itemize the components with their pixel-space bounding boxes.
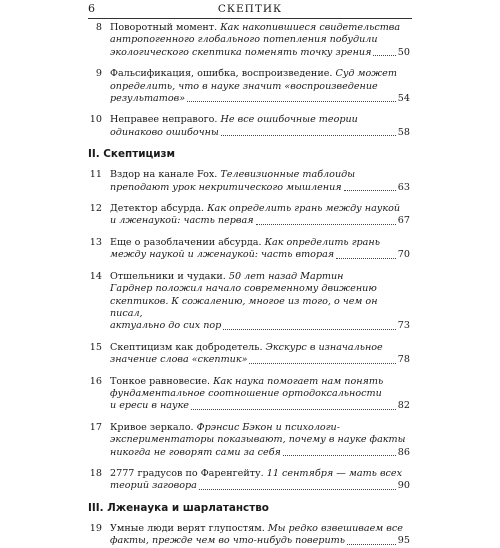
- dot-leader: [347, 544, 396, 545]
- chapter-title: Тонкое равновесие.: [110, 375, 214, 387]
- section-heading: II. Скептицизм: [88, 148, 176, 161]
- entry-line-text: [110, 535, 345, 547]
- chapter-description: Как накопившиеся свидетельства: [220, 22, 401, 33]
- chapter-description: экспериментаторы показывают, почему в науке факты: [110, 434, 406, 446]
- chapter-description: актуально до сих пор: [110, 320, 222, 332]
- chapter-description: экологического скептика поменять точку зрения: [110, 46, 372, 58]
- chapter-description: антропогенного глобального потепления побудили: [110, 34, 378, 46]
- entry-line: [110, 354, 410, 366]
- section-spacer: [88, 515, 410, 523]
- section-spacer: [88, 493, 410, 502]
- chapter-title: Фальсификация, ошибка, воспроизведение.: [110, 68, 336, 80]
- dot-leader: [221, 135, 396, 136]
- entry-line: [110, 249, 410, 261]
- toc-entry[interactable]: [88, 114, 410, 139]
- chapter-number: 14: [89, 270, 102, 282]
- page-ref[interactable]: 67: [397, 215, 410, 227]
- entry-line: [110, 114, 410, 126]
- entry-line-text: [110, 400, 189, 412]
- dot-leader: [256, 224, 396, 225]
- chapter-title: Умные люди верят глупостям.: [110, 522, 268, 534]
- entry-line: [110, 22, 410, 34]
- chapter-description: Как определить грань между наукой: [207, 203, 401, 215]
- entry-line: [110, 447, 410, 459]
- chapter-title: Скептицизм как добродетель.: [110, 341, 266, 353]
- chapter-description: Фрэнсис Бэкон и психологи-: [196, 421, 340, 433]
- entry-spacer: [88, 413, 410, 422]
- chapter-description: определить, что в науке значит «воспроизведение: [110, 80, 378, 92]
- chapter-number: 8: [95, 22, 102, 33]
- dot-leader: [223, 329, 395, 330]
- entry-line: [110, 215, 410, 227]
- entry-body: [110, 237, 410, 262]
- chapter-description: факты, прежде чем во что-нибудь поверить: [110, 535, 345, 547]
- entry-line-text: [110, 480, 197, 492]
- page-number: 6: [88, 2, 95, 15]
- chapter-description: Как наука помогает нам понять: [213, 375, 384, 387]
- chapter-number: 15: [89, 341, 102, 353]
- entry-body: [110, 523, 410, 548]
- entry-spacer: [88, 228, 410, 237]
- entry-body: [110, 68, 410, 105]
- chapter-description: одинаково ошибочны: [110, 126, 219, 138]
- entry-spacer: [88, 459, 410, 468]
- entry-body: [110, 376, 410, 413]
- page-ref[interactable]: 78: [397, 354, 410, 366]
- entry-body: [110, 271, 410, 333]
- chapter-number: 9: [95, 68, 102, 80]
- entry-line-text: [110, 93, 185, 105]
- entry-body: [110, 342, 410, 367]
- page-ref[interactable]: 73: [397, 320, 410, 332]
- section-spacer: [88, 139, 410, 148]
- entry-line: [110, 237, 410, 249]
- toc-entry[interactable]: [88, 22, 410, 59]
- entry-line-text: [110, 182, 342, 194]
- page-ref[interactable]: 90: [397, 480, 410, 492]
- entry-line: [110, 93, 410, 105]
- chapter-number: 10: [89, 114, 102, 126]
- entry-body: [110, 468, 410, 493]
- entry-line-text: [110, 249, 334, 261]
- entry-line: [110, 468, 410, 480]
- entry-spacer: [88, 367, 410, 376]
- entry-line: [110, 320, 410, 332]
- entry-line: [110, 523, 410, 535]
- chapter-number: 19: [89, 522, 102, 534]
- entry-body: [110, 22, 410, 59]
- entry-line: [110, 422, 410, 434]
- dot-leader: [336, 258, 396, 259]
- dot-leader: [373, 55, 395, 56]
- entry-line-text: [110, 320, 221, 332]
- entry-line: [110, 34, 410, 46]
- entry-line: [110, 127, 410, 139]
- chapter-description: значение слова «скептик»: [110, 354, 248, 366]
- chapter-number: 16: [89, 375, 102, 387]
- entry-line: [110, 388, 410, 400]
- section-spacer: [88, 161, 410, 169]
- chapter-title: Неправее неправого.: [110, 114, 221, 126]
- table-of-contents: [88, 22, 410, 548]
- chapter-title: Поворотный момент.: [110, 22, 221, 33]
- toc-entry[interactable]: [88, 422, 410, 459]
- chapter-description: никогда не говорят сами за себя: [110, 446, 281, 458]
- entry-line-text: [110, 47, 371, 59]
- entry-line: [110, 169, 410, 181]
- page-ref[interactable]: 95: [397, 535, 410, 547]
- page-ref[interactable]: 54: [397, 93, 410, 105]
- chapter-description: между наукой и лженаукой: часть вторая: [110, 249, 335, 261]
- toc-entry[interactable]: [88, 271, 410, 333]
- entry-body: [110, 422, 410, 459]
- page-ref[interactable]: 70: [397, 249, 410, 261]
- section-heading: III. Лженаука и шарлатанство: [88, 501, 269, 514]
- toc-entry[interactable]: [88, 376, 410, 413]
- entry-line-text: [110, 215, 254, 227]
- page-ref[interactable]: 58: [397, 126, 410, 138]
- chapter-description: 50 лет назад Мартин: [228, 270, 344, 282]
- chapter-description: Телевизионные таблоиды: [220, 169, 356, 181]
- toc-entry[interactable]: [88, 237, 410, 262]
- entry-spacer: [88, 59, 410, 68]
- entry-line: [110, 203, 410, 215]
- entry-line-text: [110, 354, 247, 366]
- dot-leader: [249, 363, 395, 364]
- page-ref[interactable]: 50: [397, 46, 410, 58]
- entry-line: [110, 81, 410, 93]
- entry-line: [110, 182, 410, 194]
- chapter-description: теорий заговора: [110, 480, 197, 492]
- entry-line: [110, 296, 410, 321]
- page-ref[interactable]: 63: [397, 181, 410, 193]
- toc-entry[interactable]: [88, 169, 410, 194]
- chapter-description: результатов»: [110, 93, 186, 105]
- entry-body: [110, 203, 410, 228]
- entry-line: [110, 342, 410, 354]
- entry-line: [110, 283, 410, 295]
- running-title: СКЕПТИК: [217, 3, 283, 15]
- entry-line: [110, 376, 410, 388]
- chapter-description: и ереси в науке: [110, 400, 189, 412]
- chapter-title: Еще о разоблачении абсурда.: [110, 236, 265, 248]
- entry-spacer: [88, 262, 410, 271]
- toc-entry[interactable]: [88, 68, 410, 105]
- entry-line-text: [110, 447, 281, 459]
- chapter-title: Кривое зеркало.: [110, 421, 197, 433]
- chapter-number: 18: [89, 467, 102, 479]
- entry-line: [110, 68, 410, 80]
- toc-entry[interactable]: [88, 203, 410, 228]
- chapter-number: 17: [89, 421, 102, 433]
- chapter-description: скептиков. К сожалению, многое из того, о чем он писал,: [110, 295, 378, 319]
- entry-line: [110, 434, 410, 446]
- entry-line-text: [110, 127, 219, 139]
- dot-leader: [199, 489, 396, 490]
- chapter-title: Детектор абсурда.: [110, 203, 208, 215]
- entry-spacer: [88, 194, 410, 203]
- chapter-title: 2777 градусов по Фаренгейту.: [110, 467, 267, 479]
- chapter-description: преподают урок некритического мышления: [110, 181, 342, 193]
- entry-spacer: [88, 333, 410, 342]
- entry-spacer: [88, 105, 410, 114]
- page-ref[interactable]: 86: [397, 446, 410, 458]
- entry-line: [110, 400, 410, 412]
- toc-entry[interactable]: [88, 468, 410, 493]
- chapter-description: Экскурс в изначальное: [265, 341, 383, 353]
- chapter-number: 13: [89, 236, 102, 248]
- chapter-description: фундаментальное соотношение ортодоксальности: [110, 387, 382, 399]
- dot-leader: [191, 409, 396, 410]
- page-ref[interactable]: 82: [397, 400, 410, 412]
- chapter-description: Гарднер положил начало современному движению: [110, 283, 377, 295]
- entry-body: [110, 114, 410, 139]
- chapter-description: 11 сентября — мать всех: [266, 467, 402, 479]
- chapter-title: Отшельники и чудаки.: [110, 270, 229, 282]
- running-header: [88, 2, 412, 19]
- entry-line: [110, 271, 410, 283]
- chapter-description: и лженаукой: часть первая: [110, 215, 254, 227]
- dot-leader: [187, 101, 396, 102]
- toc-entry[interactable]: [88, 523, 410, 548]
- chapter-description: Суд может: [335, 68, 397, 80]
- chapter-description: Не все ошибочные теории: [220, 114, 358, 126]
- dot-leader: [283, 455, 396, 456]
- entry-body: [110, 169, 410, 194]
- dot-leader: [344, 190, 396, 191]
- toc-entry[interactable]: [88, 342, 410, 367]
- entry-line: [110, 47, 410, 59]
- chapter-title: Вздор на канале Fox.: [110, 169, 221, 181]
- chapter-description: Как определить грань: [264, 236, 380, 248]
- entry-line: [110, 535, 410, 547]
- chapter-description: Мы редко взвешиваем все: [267, 522, 403, 534]
- chapter-number: 11: [89, 169, 102, 181]
- entry-line: [110, 480, 410, 492]
- chapter-number: 12: [89, 203, 102, 215]
